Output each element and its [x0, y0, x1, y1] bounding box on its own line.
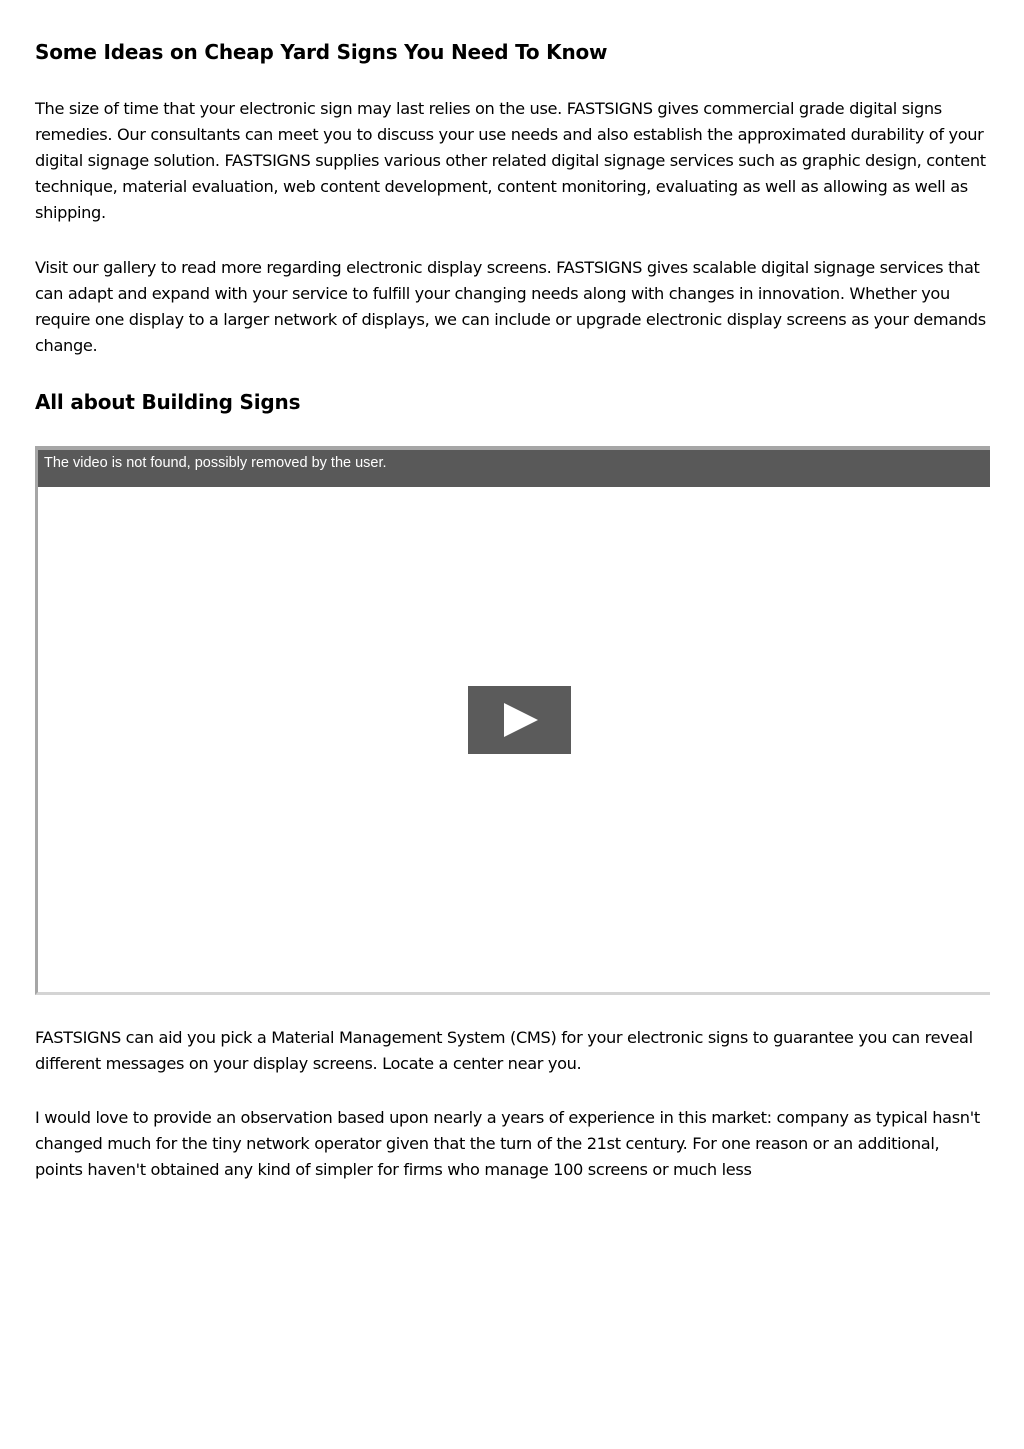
section-heading: All about Building Signs	[35, 390, 301, 414]
play-icon	[468, 686, 571, 754]
video-error-bar	[38, 450, 990, 487]
video-embed[interactable]	[35, 446, 990, 995]
body-paragraph: FASTSIGNS can aid you pick a Material Management System (CMS) for your electronic signs to guarantee you can reveal different messages on your display screens. Locate a center near you.	[35, 1028, 973, 1073]
play-button[interactable]	[468, 686, 571, 754]
body-paragraph: The size of time that your electronic sign may last relies on the use. FASTSIGNS gives commercial grade digital signs remedies. Our consultants can meet you to discuss your use needs and also establish the approximated durability of your digital signage solution. FASTSIGNS supplies various other related digital signage services such as graphic design, content technique, material evaluation, web content development, content monitoring, evaluating as well as allowing as well as shipping.	[35, 99, 986, 222]
body-paragraph: I would love to provide an observation based upon nearly a years of experience in this market: company as typical hasn't changed much for the tiny network operator given that the turn of the 21st century. For one reason or an additional, points haven't obtained any kind of simpler for firms who manage 100 screens or much less	[35, 1108, 980, 1179]
video-error-message: The video is not found, possibly removed by the user.	[44, 455, 387, 471]
section-heading: Some Ideas on Cheap Yard Signs You Need To Know	[35, 40, 608, 64]
body-paragraph: Visit our gallery to read more regarding electronic display screens. FASTSIGNS gives scalable digital signage services that can adapt and expand with your service to fulfill your changing needs along with changes in innovation. Whether you require one display to a larger network of displays, we can include or upgrade electronic display screens as your demands change.	[35, 258, 986, 355]
